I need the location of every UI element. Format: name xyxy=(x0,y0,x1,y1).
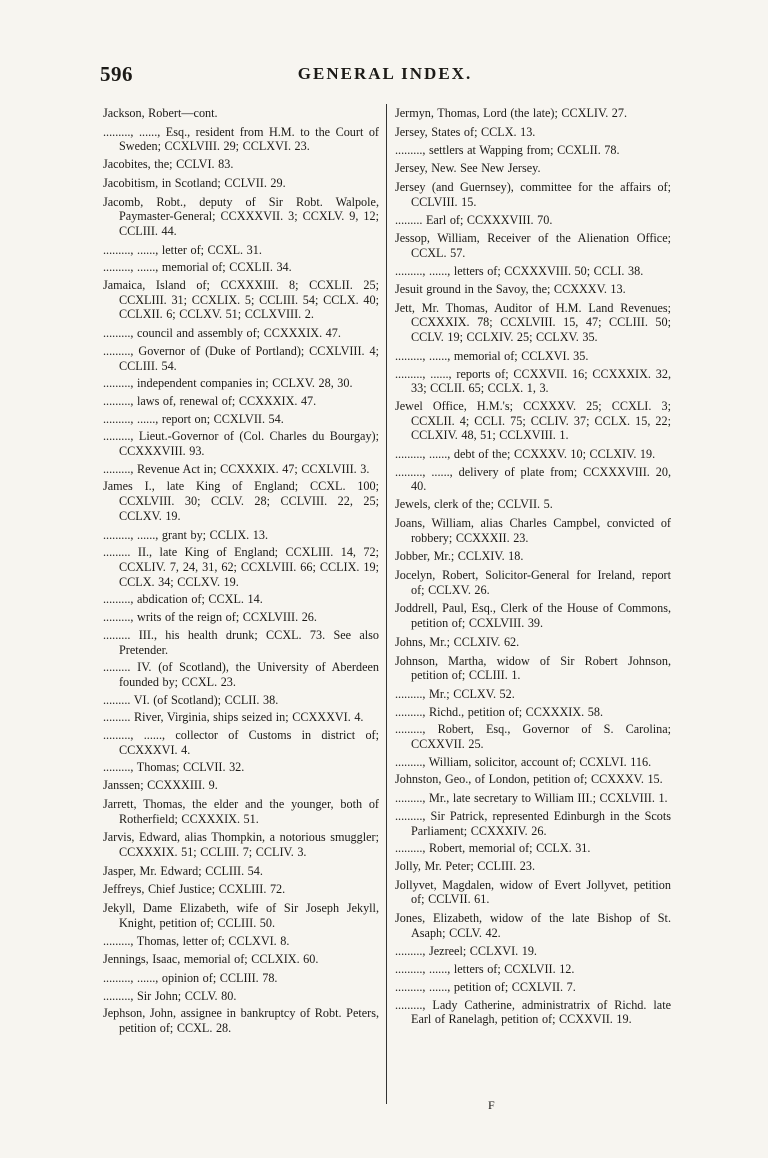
index-entry: Jones, Elizabeth, widow of the late Bishop of St. Asaph; CCLV. 42. xyxy=(395,911,671,940)
index-entry: Jermyn, Thomas, Lord (the late); CCXLIV. 27. xyxy=(395,106,628,120)
index-entry: ........., ......, collector of Customs in district of; CCXXXVI. 4. xyxy=(103,728,379,757)
index-entry: ........., council and assembly of; CCXXXIX. 47. xyxy=(103,326,341,341)
left-index-column xyxy=(103,106,379,1040)
index-entry: ........., ......, opinion of; CCLIII. 78. xyxy=(103,970,278,985)
index-entry: Jephson, John, assignee in bankruptcy of Robt. Peters, petition of; CCXL. 28. xyxy=(103,1006,379,1035)
signature-mark: F xyxy=(488,1098,495,1112)
index-entry: ........., Robert, Esq., Governor of S. Carolina; CCXXVII. 25. xyxy=(395,722,671,752)
index-entry: ........., Mr.; CCLXV. 52. xyxy=(395,686,515,701)
index-entry: Jacobitism, in Scotland; CCLVII. 29. xyxy=(103,175,286,190)
index-entry: ........., Thomas; CCLVII. 32. xyxy=(103,760,245,775)
index-entry: Jobber, Mr.; CCLXIV. 18. xyxy=(395,549,524,564)
index-entry: ........., ......, memorial of; CCXLII. 34. xyxy=(103,260,292,275)
index-entry: James I., late King of England; CCXL. 100; CCXLVIII. 30; CCLV. 28; CCLVIII. 22, 25; CCLXV. 19. xyxy=(103,479,379,523)
index-entry: ......... Earl of; CCXXXVIII. 70. xyxy=(395,213,553,228)
index-entry: ........., Richd., petition of; CCXXXIX. 58. xyxy=(395,704,603,719)
index-entry: ........., Lieut.-Governor of (Col. Charles du Bourgay); CCXXXVIII. 93. xyxy=(103,429,379,459)
index-entry: Jesuit ground in the Savoy, the; CCXXXV. 13. xyxy=(395,282,626,297)
index-entry: ........., Lady Catherine, administratrix of Richd. late Earl of Ranelagh, petition of; CCXXVII. 19. xyxy=(395,997,671,1027)
index-entry: ........., Sir John; CCLV. 80. xyxy=(103,988,237,1003)
index-entry: Jersey, New. See New Jersey. xyxy=(395,161,541,176)
running-title: GENERAL INDEX. xyxy=(297,64,473,83)
index-entry: ........., ......, reports of; CCXXVII. 16; CCXXXIX. 32, 33; CCLII. 65; CCLX. 1, 3. xyxy=(395,366,671,396)
index-entry: ......... River, Virginia, ships seized in; CCXXXVI. 4. xyxy=(103,710,364,725)
index-entry: ........., Jezreel; CCLXVI. 19. xyxy=(395,944,537,959)
index-entry: Jewels, clerk of the; CCLVII. 5. xyxy=(395,497,553,512)
index-entry: ......... III., his health drunk; CCXL. 73. See also Pretender. xyxy=(103,627,379,657)
index-entry: Jollyvet, Magdalen, widow of Evert Jollyvet, petition of; CCLVII. 61. xyxy=(395,877,671,907)
index-entry: Johns, Mr.; CCLXIV. 62. xyxy=(395,634,520,649)
index-entry: ........., ......, letters of; CCXXXVIII. 50; CCLI. 38. xyxy=(395,264,644,279)
index-entry: Jocelyn, Robert, Solicitor-General for Ireland, report of; CCLXV. 26. xyxy=(395,567,671,597)
index-entry: Jewel Office, H.M.'s; CCXXXV. 25; CCXLI. 3; CCXLII. 4; CCLI. 75; CCLIV. 37; CCLX. 15, 22; CCLXIV. 48, 51; CCLXVIII. 1. xyxy=(395,398,671,443)
index-entry: Johnston, Geo., of London, petition of; CCXXXV. 15. xyxy=(395,772,663,787)
index-entry: Jarrett, Thomas, the elder and the younger, both of Rotherfield; CCXXXIX. 51. xyxy=(103,796,379,826)
index-entry: ........., ......, Esq., resident from H.M. to the Court of Sweden; CCXLVIII. 29; CCLXVI. 23. xyxy=(103,124,379,154)
index-entry: ........., Sir Patrick, represented Edinburgh in the Scots Parliament; CCXXXIV. 26. xyxy=(395,808,671,838)
index-entry: Jekyll, Dame Elizabeth, wife of Sir Joseph Jekyll, Knight, petition of; CCLIII. 50. xyxy=(103,901,379,930)
index-entry: ........., laws of, renewal of; CCXXXIX. 47. xyxy=(103,393,317,408)
index-entry: ........., Revenue Act in; CCXXXIX. 47; CCXLVIII. 3. xyxy=(103,461,370,476)
index-entry: ......... VI. (of Scotland); CCLII. 38. xyxy=(103,692,279,707)
index-entry: Jarvis, Edward, alias Thompkin, a notorious smuggler; CCXXXIX. 51; CCLIII. 7; CCLIV. 3. xyxy=(103,830,379,859)
index-entry: ........., abdication of; CCXL. 14. xyxy=(103,592,263,607)
index-entry: Jett, Mr. Thomas, Auditor of H.M. Land Revenues; CCXXXIX. 78; CCXLVIII. 15, 47; CCLIII. 50; CCLV. 19; CCLXIV. 25; CCLXV. 35. xyxy=(395,300,671,345)
index-entry: Jackson, Robert—cont. xyxy=(103,106,218,120)
index-entry: ........., ......, letter of; CCXL. 31. xyxy=(103,242,262,257)
index-entry: Jasper, Mr. Edward; CCLIII. 54. xyxy=(103,863,263,878)
index-entry: ......... II., late King of England; CCXLIII. 14, 72; CCXLIV. 7, 24, 31, 62; CCXLVIII. 66; CCLIX. 19; CCLX. 34; CCLXV. 19. xyxy=(103,545,379,589)
index-entry: ........., independent companies in; CCLXV. 28, 30. xyxy=(103,376,353,391)
index-entry: ........., William, solicitor, account of; CCXLVI. 116. xyxy=(395,754,652,769)
index-entry: ........., Mr., late secretary to William III.; CCXLVIII. 1. xyxy=(395,791,668,806)
index-entry: Jolly, Mr. Peter; CCLIII. 23. xyxy=(395,858,536,873)
page-header xyxy=(100,62,670,92)
index-entry: Janssen; CCXXXIII. 9. xyxy=(103,778,218,793)
right-index-column xyxy=(395,106,671,1030)
index-entry: Joddrell, Paul, Esq., Clerk of the House of Commons, petition of; CCXLVIII. 39. xyxy=(395,601,671,631)
index-entry: Jersey, States of; CCLX. 13. xyxy=(395,124,536,139)
index-entry: ........., ......, grant by; CCLIX. 13. xyxy=(103,527,268,542)
index-entry: Jessop, William, Receiver of the Alienation Office; CCXL. 57. xyxy=(395,230,671,260)
index-entry: Jeffreys, Chief Justice; CCXLIII. 72. xyxy=(103,882,286,897)
page-number: 596 xyxy=(100,62,133,86)
index-entry: ........., settlers at Wapping from; CCXLII. 78. xyxy=(395,143,620,158)
index-entry: ......... IV. (of Scotland), the University of Aberdeen founded by; CCXL. 23. xyxy=(103,660,379,689)
index-entry: ........., ......, report on; CCXLVII. 54. xyxy=(103,411,284,426)
index-entry: Jennings, Isaac, memorial of; CCLXIX. 60. xyxy=(103,952,319,967)
index-entry: ........., ......, delivery of plate from; CCXXXVIII. 20, 40. xyxy=(395,464,671,494)
index-entry: Jacobites, the; CCLVI. 83. xyxy=(103,157,234,172)
index-entry: ........., Robert, memorial of; CCLX. 31. xyxy=(395,841,591,856)
index-entry: ........., writs of the reign of; CCXLVIII. 26. xyxy=(103,610,317,625)
index-entry: ........., ......, memorial of; CCLXVI. 35. xyxy=(395,348,589,363)
index-entry: ........., Thomas, letter of; CCLXVI. 8. xyxy=(103,934,290,949)
index-entry: ........., ......, petition of; CCXLVII. 7. xyxy=(395,979,576,994)
index-entry: ........., ......, debt of the; CCXXXV. 10; CCLXIV. 19. xyxy=(395,447,656,462)
index-entry: Jacomb, Robt., deputy of Sir Robt. Walpole, Paymaster-General; CCXXXVII. 3; CCXLV. 9, 12; CCLIII. 44. xyxy=(103,194,379,238)
index-entry: ........., Governor of (Duke of Portland); CCXLVIII. 4; CCLIII. 54. xyxy=(103,343,379,373)
column-divider xyxy=(386,104,387,1104)
index-entry: Jersey (and Guernsey), committee for the affairs of; CCLVIII. 15. xyxy=(395,179,671,209)
index-entry: Jamaica, Island of; CCXXXIII. 8; CCXLII. 25; CCXLIII. 31; CCXLIX. 5; CCLIII. 54; CCLX. 40; CCLXII. 6; CCLXV. 51; CCLXVIII. 2. xyxy=(103,278,379,322)
index-entry: Joans, William, alias Charles Campbel, convicted of robbery; CCXXXII. 23. xyxy=(395,515,671,545)
index-entry: ........., ......, letters of; CCXLVII. 12. xyxy=(395,962,575,977)
index-entry: Johnson, Martha, widow of Sir Robert Johnson, petition of; CCLIII. 1. xyxy=(395,653,671,683)
